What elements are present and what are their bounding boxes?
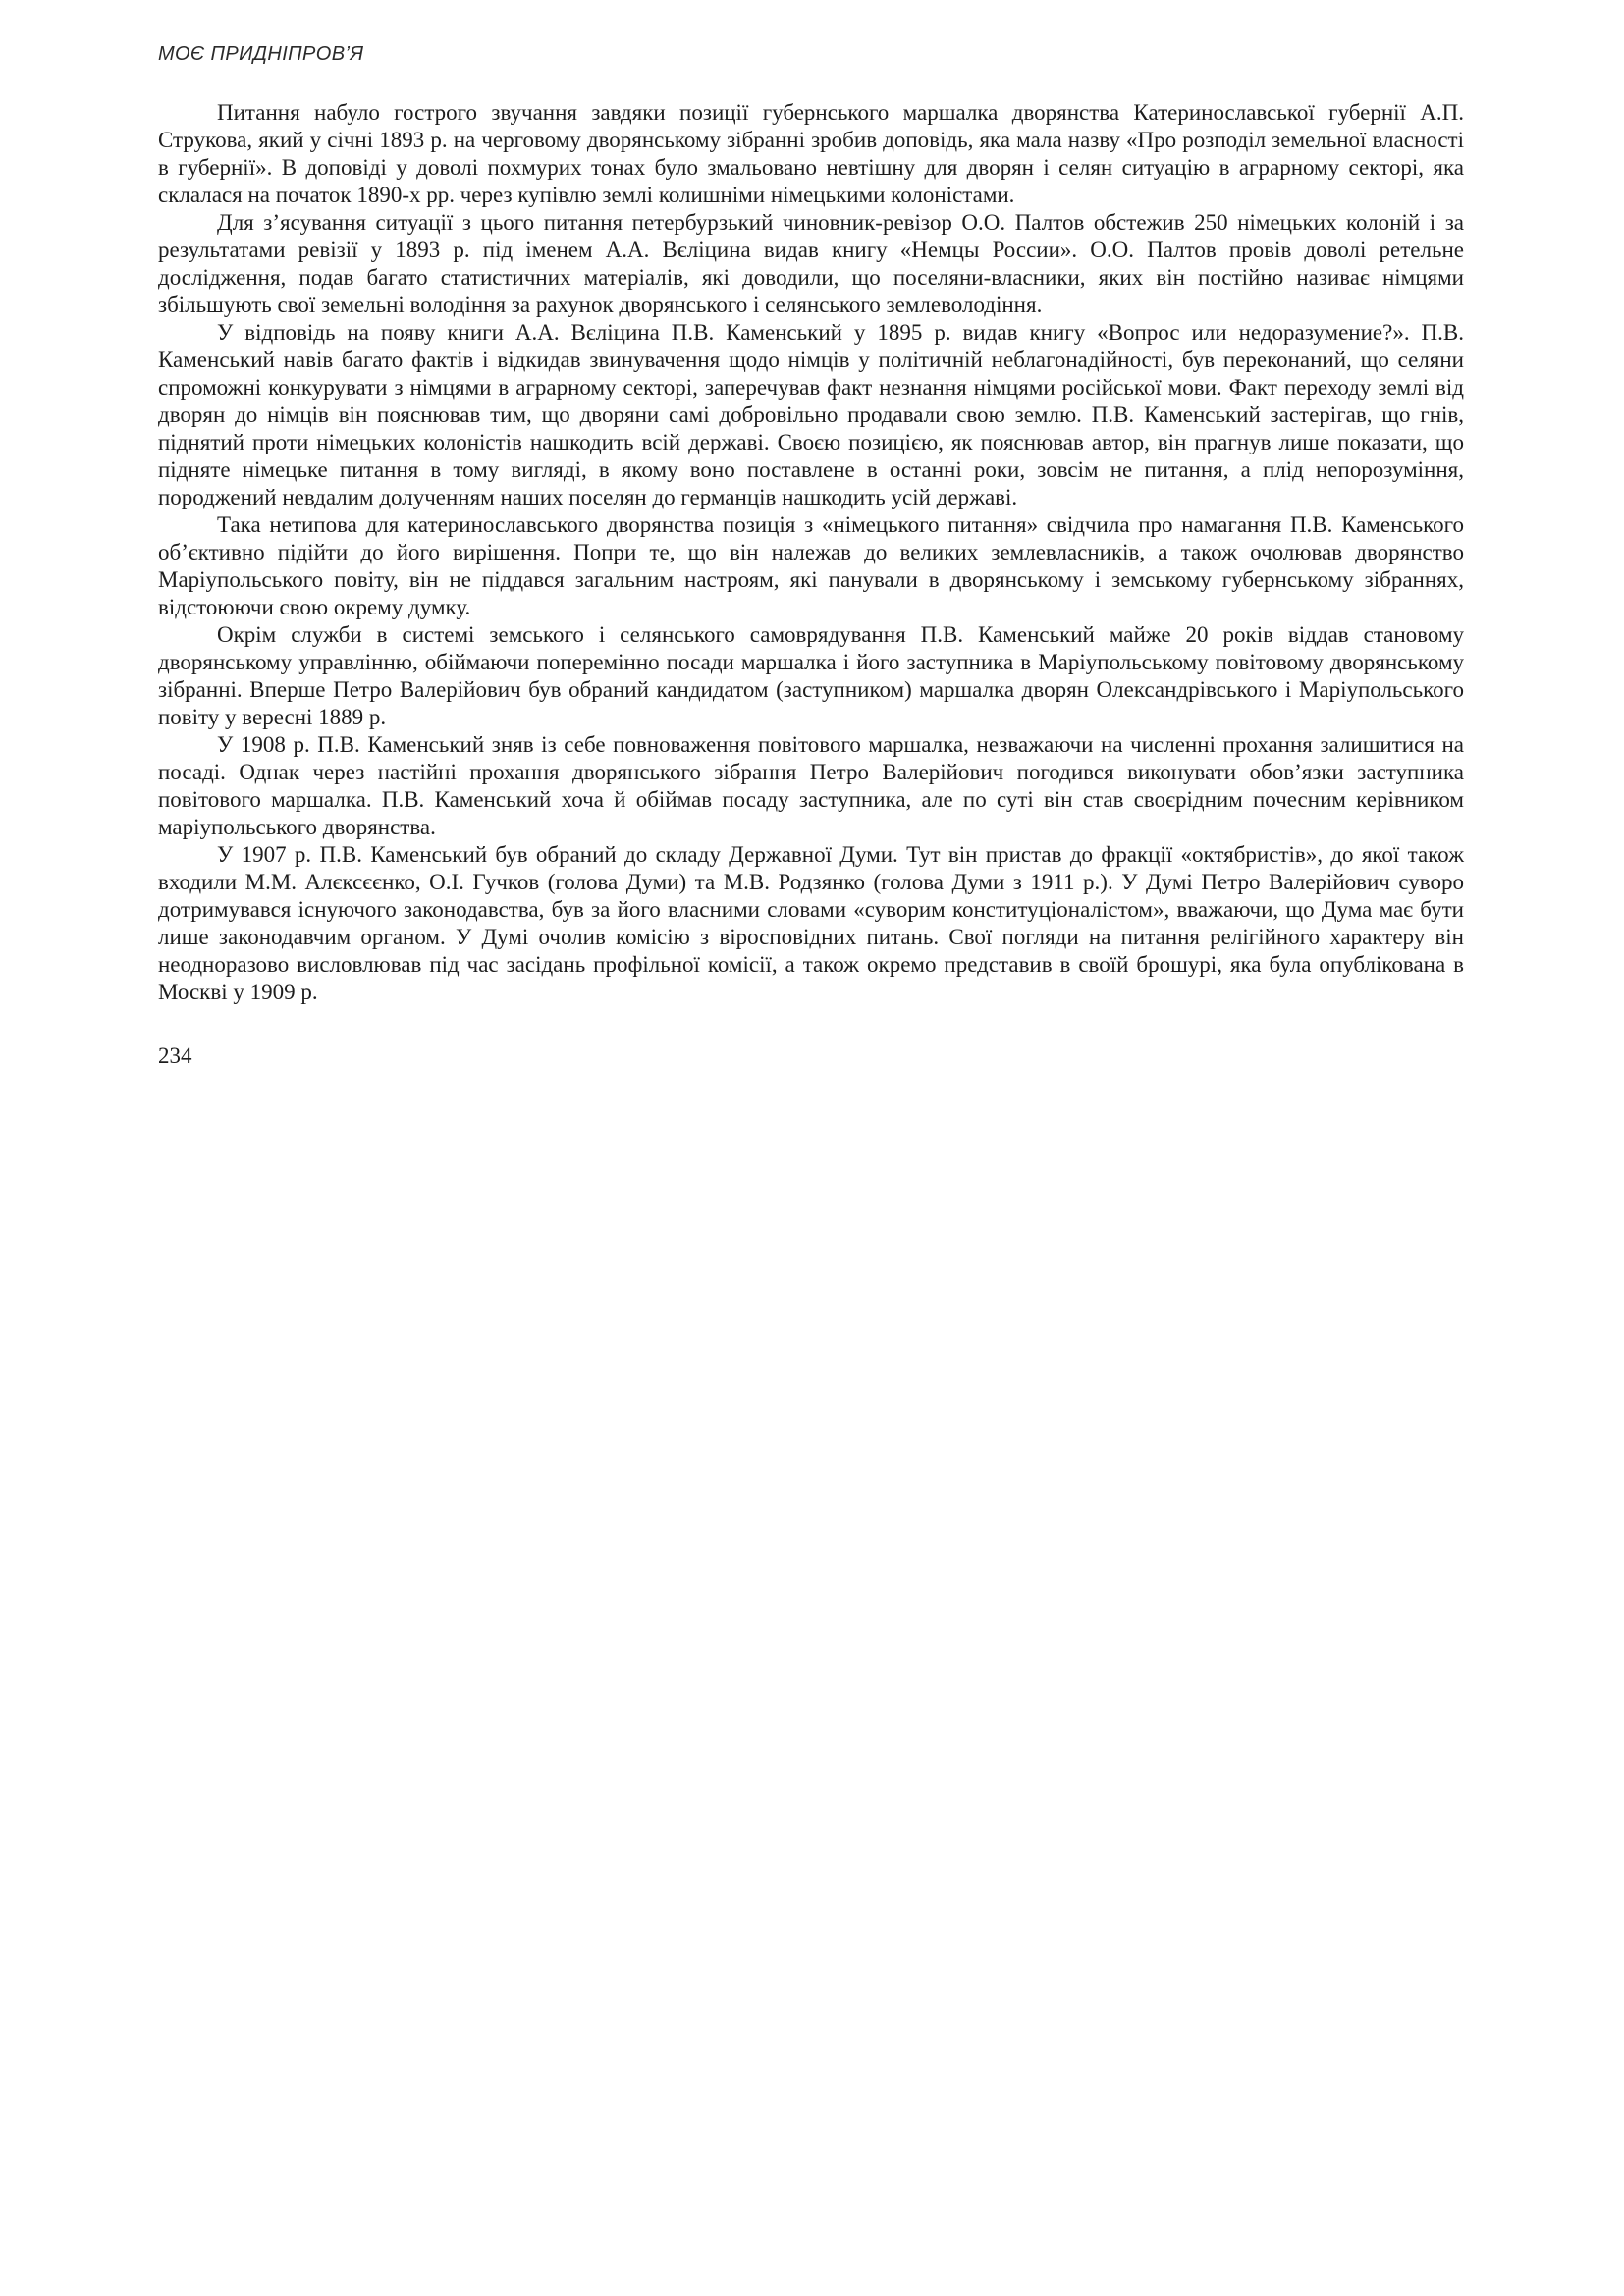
- page-number: 234: [158, 1043, 192, 1068]
- body-text: [158, 99, 1464, 1006]
- paragraph-3: У відповідь на появу книги А.А. Вєліцина П.В. Каменський у 1895 р. видав книгу «Вопрос или недоразумение?». П.В. Каменський навів багато фактів і відкидав звинувачення щодо німців у політичній неблагонадійності, був переконаний, що селяни спроможні конкурувати з німцями в аграрному секторі, заперечував факт незнання німцями російської мови. Факт переходу землі від дворян до німців він пояснював тим, що дворяни самі добровільно продавали свою землю. П.В. Каменський застерігав, що гнів, піднятий проти німецьких колоністів нашкодить всій державі. Своєю позицією, як пояснював автор, він прагнув лише показати, що підняте німецьке питання в тому вигляді, в якому воно поставлене в останні роки, зовсім не питання, а плід непорозуміння, породжений невдалим долученням наших поселян до германців нашкодить усій державі.: [158, 320, 1464, 509]
- paragraph-7: У 1907 р. П.В. Каменський був обраний до складу Державної Думи. Тут він пристав до фракції «октябристів», до якої також входили М.М. Алєксєєнко, О.І. Гучков (голова Думи) та М.В. Родзянко (голова Думи з 1911 р.). У Думі Петро Валерійович суворо дотримувався існуючого законодавства, був за його власними словами «суворим конституціоналістом», вважаючи, що Дума має бути лише законодавчим органом. У Думі очолив комісію з віросповідних питань. Свої погляди на питання релігійного характеру він неодноразово висловлював під час засідань профільної комісії, а також окремо представив в своїй брошурі, яка була опублікована в Москві у 1909 р.: [158, 842, 1464, 1004]
- paragraph-4: Така нетипова для катеринославського дворянства позиція з «німецького питання» свідчила про намагання П.В. Каменського об’єктивно підійти до його вирішення. Попри те, що він належав до великих землевласників, а також очолював дворянство Маріупольського повіту, він не піддався загальним настроям, які панували в дворянському і земському губернському зібраннях, відстоюючи свою окрему думку.: [158, 512, 1464, 619]
- paragraph-2: Для з’ясування ситуації з цього питання петербурзький чиновник-ревізор О.О. Палтов обстежив 250 німецьких колоній і за результатами ревізії у 1893 р. під іменем А.А. Вєліцина видав книгу «Немцы России». О.О. Палтов провів доволі ретельне дослідження, подав багато статистичних матеріалів, які доводили, що поселяни-власники, яких він постійно називає німцями збільшують свої земельні володіння за рахунок дворянського і селянського землеволодіння.: [158, 210, 1464, 317]
- paragraph-5: Окрім служби в системі земського і селянського самоврядування П.В. Каменський майже 20 років віддав становому дворянському управлінню, обіймаючи поперемінно посади маршалка і його заступника в Маріупольському повітовому дворянському зібранні. Вперше Петро Валерійович був обраний кандидатом (заступником) маршалка дворян Олександрівського і Маріупольського повіту у вересні 1889 р.: [158, 622, 1464, 729]
- paragraph-1: Питання набуло гострого звучання завдяки позиції губернського маршалка дворянства Катеринославської губернії А.П. Струкова, який у січні 1893 р. на черговому дворянському зібранні зробив доповідь, яка мала назву «Про розподіл земельної власності в губернії». В доповіді у доволі похмурих тонах було змальовано невтішну для дворян і селян ситуацію в аграрному секторі, яка склалася на початок 1890-х рр. через купівлю землі колишніми німецькими колоністами.: [158, 100, 1464, 207]
- page-content: [158, 43, 1464, 1069]
- running-head: МОЄ ПРИДНІПРОВ’Я: [158, 43, 364, 65]
- paragraph-6: У 1908 р. П.В. Каменський зняв із себе повноваження повітового маршалка, незважаючи на численні прохання залишитися на посаді. Однак через настійні прохання дворянського зібрання Петро Валерійович погодився виконувати обов’язки заступника повітового маршалка. П.В. Каменський хоча й обіймав посаду заступника, але по суті він став своєрідним почесним керівником маріупольського дворянства.: [158, 732, 1464, 839]
